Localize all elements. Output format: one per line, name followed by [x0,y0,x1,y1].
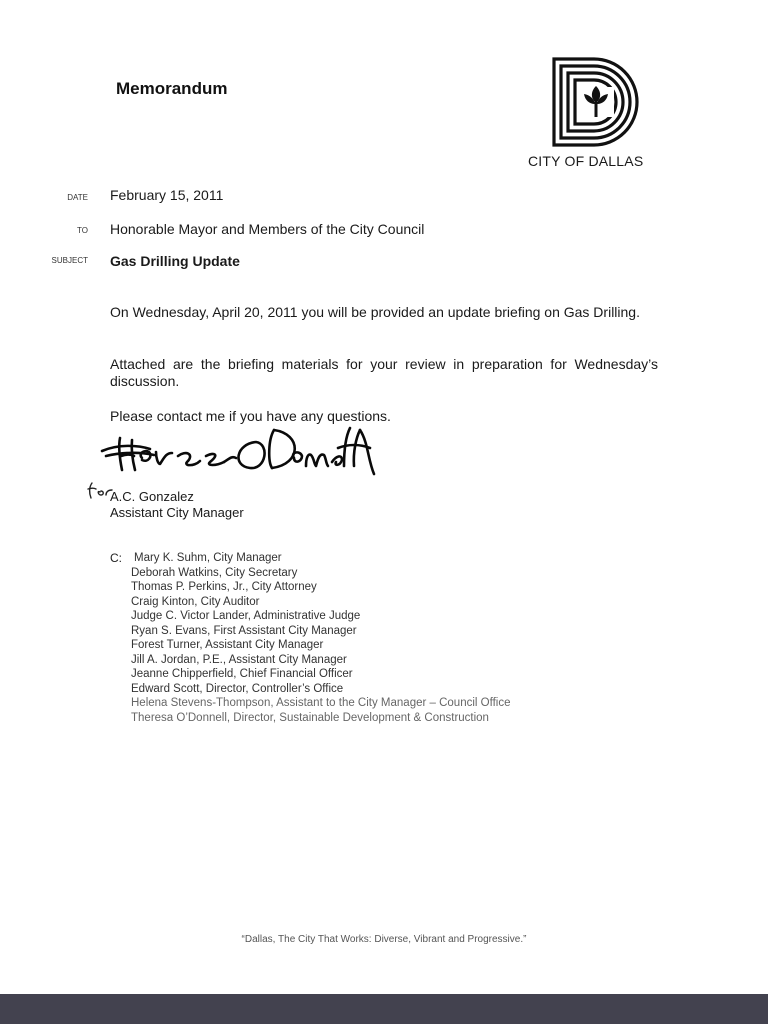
cc-recipient: Helena Stevens-Thompson, Assistant to the City Manager – Council Office [131,697,511,709]
signer-name: A.C. Gonzalez [110,489,194,504]
subject-label: SUBJECT [51,256,88,265]
subject-value: Gas Drilling Update [110,253,240,269]
cc-recipient-list [131,551,510,725]
cc-recipient: Mary K. Suhm, City Manager [134,552,282,564]
memo-title: Memorandum [116,79,228,98]
cc-label: C: [110,551,122,565]
cc-recipient: Deborah Watkins, City Secretary [131,566,298,579]
cc-recipient: Thomas P. Perkins, Jr., City Attorney [131,581,317,593]
body-paragraph: On Wednesday, April 20, 2011 you will be provided an update briefing on Gas Drilling. [110,304,640,320]
to-value: Honorable Mayor and Members of the City Council [110,221,425,237]
signer-position: Assistant City Manager [110,505,244,520]
handwritten-signature [98,418,383,478]
date-label: DATE [67,193,88,202]
cc-recipient: Judge C. Victor Lander, Administrative Judge [131,610,361,622]
cc-recipient: Theresa O’Donnell, Director, Sustainable Development & Construction [131,711,489,724]
cc-recipient: Forest Turner, Assistant City Manager [131,639,324,651]
to-label: TO [77,226,88,235]
body-paragraph: Please contact me if you have any questions. [110,408,391,424]
cc-recipient: Craig Kinton, City Auditor [131,595,260,608]
cc-recipient: Ryan S. Evans, First Assistant City Manager [131,624,357,637]
body-paragraph: Attached are the briefing materials for your review in preparation for Wednesday’s discussion. [110,356,658,389]
viewer-bottom-bar [0,994,768,1024]
cc-recipient: Jill A. Jordan, P.E., Assistant City Manager [131,653,347,666]
cc-recipient: Edward Scott, Director, Controller’s Office [131,682,344,695]
cc-recipient: Jeanne Chipperfield, Chief Financial Officer [131,668,353,680]
footer-motto: “Dallas, The City That Works: Diverse, Vibrant and Progressive.” [241,934,527,945]
organization-name: CITY OF DALLAS [528,153,644,169]
date-value: February 15, 2011 [110,187,224,203]
city-of-dallas-logo [552,56,640,148]
